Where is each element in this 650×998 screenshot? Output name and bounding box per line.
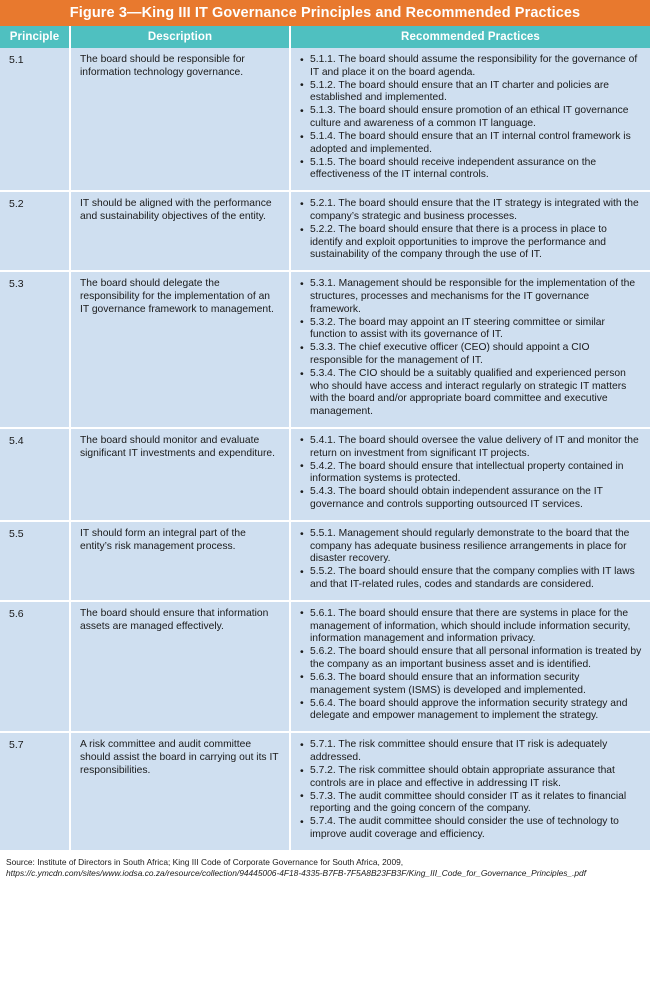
list-item: • 5.3.4. The CIO should be a suitably qualified and experienced person who should have access and interact regularly on strategic IT matters with the board and/or appropriate board committee and executive management. — [299, 368, 642, 418]
table-row — [0, 521, 650, 601]
list-item: • 5.1.4. The board should ensure that an IT internal control framework is adopted and implemented. — [299, 131, 642, 156]
table-row — [0, 271, 650, 428]
list-item: • 5.4.1. The board should oversee the value delivery of IT and monitor the return on investment from significant IT projects. — [299, 435, 642, 460]
list-item: • 5.5.1. Management should regularly demonstrate to the board that the company has adequate business resilience arrangements in place for disaster recovery. — [299, 528, 642, 566]
recommended-practices — [290, 48, 650, 191]
practice-list — [299, 528, 642, 591]
table-body — [0, 48, 650, 850]
recommended-practices — [290, 732, 650, 850]
governance-principles-table — [0, 26, 650, 850]
table-row — [0, 428, 650, 521]
principle-description: The board should delegate the responsibility for the implementation of an IT governance framework to management. — [70, 271, 290, 428]
list-item: • 5.3.1. Management should be responsible for the implementation of the structures, processes and mechanisms for the IT governance framework. — [299, 278, 642, 316]
recommended-practices — [290, 521, 650, 601]
principle-number: 5.2 — [0, 191, 70, 271]
principle-description: A risk committee and audit committee should assist the board in carrying out its IT responsibilities. — [70, 732, 290, 850]
list-item: • 5.1.2. The board should ensure that an IT charter and policies are established and implemented. — [299, 80, 642, 105]
recommended-practices — [290, 191, 650, 271]
table-row — [0, 601, 650, 732]
principle-description: The board should be responsible for information technology governance. — [70, 48, 290, 191]
recommended-practices — [290, 271, 650, 428]
list-item: • 5.3.3. The chief executive officer (CEO) should appoint a CIO responsible for the management of IT. — [299, 342, 642, 367]
principle-description: The board should ensure that information assets are managed effectively. — [70, 601, 290, 732]
practice-list — [299, 54, 642, 182]
practice-list — [299, 278, 642, 418]
source-note — [0, 850, 650, 880]
principle-number: 5.3 — [0, 271, 70, 428]
source-prefix: Source: Institute of Directors in South Africa; King III Code of Corporate Governance for South Africa, 2009, — [6, 857, 404, 868]
column-header-description: Description — [70, 26, 290, 48]
table-row — [0, 191, 650, 271]
principle-number: 5.6 — [0, 601, 70, 732]
practice-list — [299, 435, 642, 512]
list-item: • 5.1.5. The board should receive independent assurance on the effectiveness of the IT internal controls. — [299, 157, 642, 182]
list-item: • 5.2.1. The board should ensure that the IT strategy is integrated with the company’s strategic and business processes. — [299, 198, 642, 223]
list-item: • 5.2.2. The board should ensure that there is a process in place to identify and exploit opportunities to improve the performance and sustainability of the company through the use of IT. — [299, 224, 642, 262]
list-item: • 5.6.4. The board should approve the information security strategy and delegate and empower management to implement the strategy. — [299, 698, 642, 723]
list-item: • 5.6.1. The board should ensure that there are systems in place for the management of information, which should include information security, information management and information privacy. — [299, 608, 642, 646]
column-header-principle: Principle — [0, 26, 70, 48]
practice-list — [299, 608, 642, 723]
column-header-practices: Recommended Practices — [290, 26, 650, 48]
list-item: • 5.4.2. The board should ensure that intellectual property contained in information systems is protected. — [299, 461, 642, 486]
practice-list — [299, 198, 642, 261]
table-row — [0, 48, 650, 191]
practice-list — [299, 739, 642, 841]
list-item: • 5.7.2. The risk committee should obtain appropriate assurance that controls are in place and effective in addressing IT risk. — [299, 765, 642, 790]
principle-description: IT should form an integral part of the entity’s risk management process. — [70, 521, 290, 601]
recommended-practices — [290, 428, 650, 521]
list-item: • 5.3.2. The board may appoint an IT steering committee or similar function to assist with its governance of IT. — [299, 317, 642, 342]
list-item: • 5.1.1. The board should assume the responsibility for the governance of IT and place it on the board agenda. — [299, 54, 642, 79]
source-url: https://c.ymcdn.com/sites/www.iodsa.co.za/resource/collection/94445006-4F18-4335-B7FB-7F5A8B23FB3F/King_III_Code_for_Governance_Principles_.pdf — [6, 868, 587, 879]
list-item: • 5.6.2. The board should ensure that all personal information is treated by the company as an important business asset and is identified. — [299, 646, 642, 671]
principle-number: 5.1 — [0, 48, 70, 191]
list-item: • 5.5.2. The board should ensure that the company complies with IT laws and that IT-related rules, codes and standards are considered. — [299, 566, 642, 591]
principle-number: 5.7 — [0, 732, 70, 850]
principle-description: The board should monitor and evaluate significant IT investments and expenditure. — [70, 428, 290, 521]
list-item: • 5.7.1. The risk committee should ensure that IT risk is adequately addressed. — [299, 739, 642, 764]
table-row — [0, 732, 650, 850]
recommended-practices — [290, 601, 650, 732]
list-item: • 5.6.3. The board should ensure that an information security management system (ISMS) is developed and implemented. — [299, 672, 642, 697]
principle-number: 5.5 — [0, 521, 70, 601]
principle-number: 5.4 — [0, 428, 70, 521]
list-item: • 5.1.3. The board should ensure promotion of an ethical IT governance culture and awareness of a common IT language. — [299, 105, 642, 130]
table-header-row — [0, 26, 650, 48]
list-item: • 5.4.3. The board should obtain independent assurance on the IT governance and controls supporting outsourced IT services. — [299, 486, 642, 511]
figure-title: Figure 3—King III IT Governance Principles and Recommended Practices — [0, 0, 650, 26]
list-item: • 5.7.3. The audit committee should consider IT as it relates to financial reporting and the going concern of the company. — [299, 791, 642, 816]
principle-description: IT should be aligned with the performance and sustainability objectives of the entity. — [70, 191, 290, 271]
table-header — [0, 26, 650, 48]
list-item: • 5.7.4. The audit committee should consider the use of technology to improve audit coverage and efficiency. — [299, 816, 642, 841]
